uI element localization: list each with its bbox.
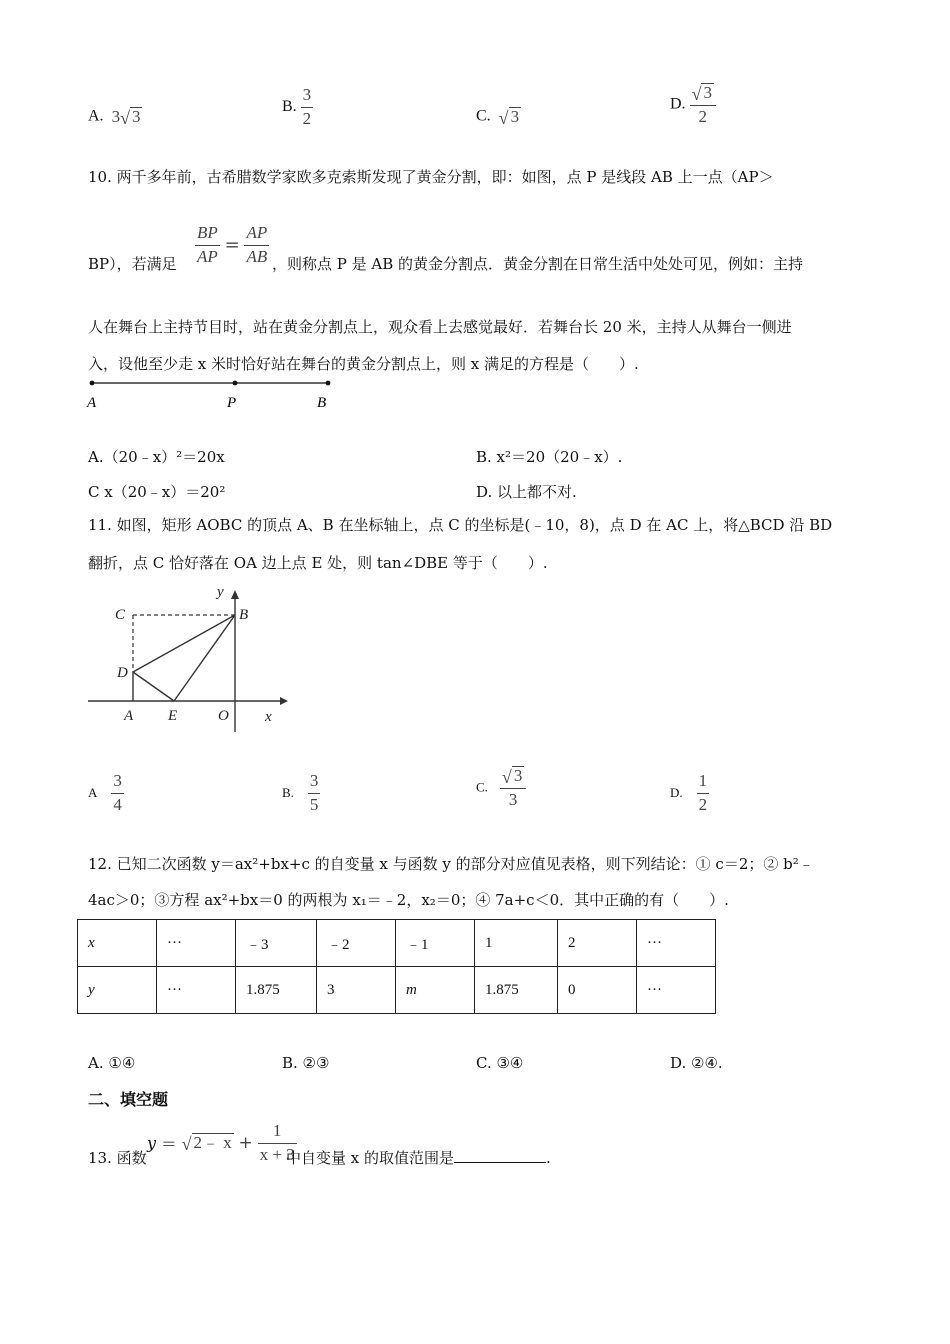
q10-option-d: D. 以上都不对.	[476, 483, 577, 501]
q12-option-c: C. ③④	[476, 1054, 524, 1072]
point-a-dot	[90, 381, 95, 386]
segment-db	[133, 615, 235, 672]
label-a: A	[87, 395, 97, 411]
q9-a-value: 3 √ 3	[111, 107, 141, 128]
label-o: O	[218, 708, 229, 724]
table-cell: 0	[558, 967, 637, 1014]
table-cell: 1	[475, 920, 558, 967]
table-cell: 1.875	[236, 967, 317, 1014]
q10-option-c: C x（20﹣x）＝20²	[88, 483, 226, 501]
segment-de	[133, 672, 174, 701]
q9-b-fraction: $\frac{3}{2}$	[302, 85, 312, 128]
label-x: x	[265, 709, 272, 725]
table-cell: ···	[157, 920, 236, 967]
table-cell: ···	[157, 967, 236, 1014]
q12-option-d: D. ②④.	[670, 1054, 723, 1072]
point-b-dot	[326, 381, 331, 386]
q13-suffix: 中自变量 x 的取值范围是 .	[286, 1149, 551, 1167]
q11-option-d: D. $\frac{1}{2}$	[670, 771, 708, 814]
q9-c-value: √ 3	[498, 107, 520, 128]
label-a: A	[124, 708, 134, 724]
table-row-x	[78, 920, 716, 967]
point-p-dot	[233, 381, 238, 386]
table-cell: ﹣1	[396, 920, 475, 967]
q13-prefix: 13. 函数	[88, 1149, 147, 1167]
q9-option-b: B. $\frac{3}{2}$	[282, 85, 312, 128]
q10-option-b: B. x²＝20（20﹣x）.	[476, 448, 623, 466]
q10-line-1: 10. 两千多年前，古希腊数学家欧多克索斯发现了黄金分割，即：如图，点 P 是线段 AB 上一点（AP＞	[88, 168, 774, 186]
x-axis-arrow	[280, 697, 288, 705]
table-cell: ﹣3	[236, 920, 317, 967]
label-c: C	[115, 607, 126, 623]
q10-line-4: 入，设他至少走 x 米时恰好站在舞台的黄金分割点上，则 x 满足的方程是（ ）.	[88, 355, 639, 373]
label-e: E	[168, 708, 178, 724]
table-cell: x	[78, 920, 157, 967]
q10-option-a: A.（20﹣x）²＝20x	[88, 448, 225, 466]
q9-option-c: C. √ 3	[476, 107, 520, 128]
segment-ab-figure	[84, 374, 344, 414]
table-cell: y	[78, 967, 157, 1014]
q12-line-2: 4ac＞0；③方程 ax²+bx＝0 的两根为 x₁＝﹣2，x₂＝0；④ 7a+c＜0．其中正确的有（ ）.	[88, 891, 729, 909]
label-b: B	[317, 395, 327, 411]
q10-line-2-pre: BP），若满足	[88, 255, 177, 273]
section-heading: 二、填空题	[88, 1090, 169, 1109]
q10-ratio-formula: $\frac{BP}{AP}$ = $\frac{AP}{AB}$	[197, 223, 268, 266]
rectangle-fold-figure	[84, 580, 289, 740]
q12-line-1: 12. 已知二次函数 y＝ax²+bx+c 的自变量 x 与函数 y 的部分对应值见表格，则下列结论：① c＝2；② b²﹣	[88, 855, 814, 873]
segment-eb	[174, 615, 235, 701]
q12-option-b: B. ②③	[282, 1054, 330, 1072]
q13-function-formula: y ＝ √ 2﹣ x + $\frac{1}{x + 3}$	[147, 1121, 295, 1164]
table-cell: 1.875	[475, 967, 558, 1014]
q11-line-2: 翻折，点 C 恰好落在 OA 边上点 E 处，则 tan∠DBE 等于（ ）.	[88, 554, 548, 572]
q9-option-d: D. √ 3 2	[670, 83, 716, 126]
q11-option-c: C. √ 3 3	[476, 766, 526, 809]
q11-option-a: A $\frac{3}{4}$	[88, 771, 122, 814]
table-cell: ﹣2	[317, 920, 396, 967]
label-p: P	[227, 395, 237, 411]
q9-d-fraction: √ 3 2	[690, 83, 716, 126]
q10-line-3: 人在舞台上主持节目时，站在黄金分割点上，观众看上去感觉最好．若舞台长 20 米，主持人从舞台一侧进	[88, 318, 792, 336]
label-b: B	[239, 607, 249, 623]
q11-line-1: 11. 如图，矩形 AOBC 的顶点 A、B 在坐标轴上，点 C 的坐标是(﹣10，8)，点 D 在 AC 上，将△BCD 沿 BD	[88, 516, 833, 534]
table-row-y	[78, 967, 716, 1014]
table-cell: 3	[317, 967, 396, 1014]
q11-option-b: B. $\frac{3}{5}$	[282, 771, 319, 814]
q10-line-2-post: ，则称点 P 是 AB 的黄金分割点．黄金分割在日常生活中处处可见，例如：主持	[272, 255, 804, 273]
answer-blank[interactable]	[454, 1148, 546, 1163]
y-axis-arrow	[231, 590, 239, 599]
label-d: D	[117, 665, 128, 681]
table-cell: m	[396, 967, 475, 1014]
table-cell: ···	[637, 920, 716, 967]
table-cell: ···	[637, 967, 716, 1014]
label-y: y	[217, 584, 224, 600]
value-table	[77, 919, 716, 1014]
q12-option-a: A. ①④	[88, 1054, 136, 1072]
q9-option-a: A. 3 √ 3	[88, 107, 141, 128]
table-cell: 2	[558, 920, 637, 967]
